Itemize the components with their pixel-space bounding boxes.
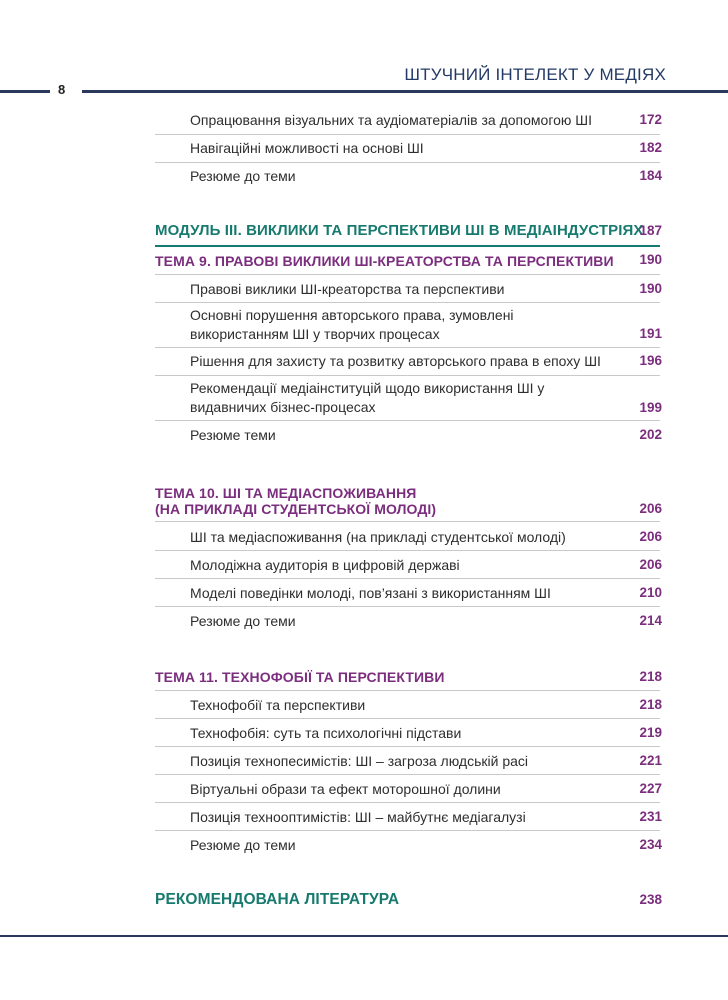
topic-heading-line2[interactable]: (НА ПРИКЛАДІ СТУДЕНТСЬКОЇ МОЛОДІ): [155, 501, 437, 517]
toc-entry-page: 190: [639, 281, 662, 296]
toc-entry[interactable]: [190, 780, 660, 799]
toc-entry-page: 196: [639, 353, 662, 368]
toc-entry-page: 202: [639, 427, 662, 442]
toc-entry[interactable]: [190, 836, 660, 855]
topic-page: 206: [639, 501, 662, 516]
toc-entry-title: Технофобії та перспективи: [190, 697, 366, 713]
toc-entry[interactable]: [190, 306, 660, 344]
toc-entry[interactable]: [190, 167, 660, 186]
topic-heading-line1[interactable]: ТЕМА 10. ШІ ТА МЕДІАСПОЖИВАННЯ: [155, 485, 417, 501]
divider: [155, 162, 660, 163]
module-page: 187: [639, 223, 662, 238]
toc-entry-title: Рішення для захисту та розвитку авторського права в епоху ШІ: [190, 353, 601, 369]
toc-entry-page: 214: [639, 613, 662, 628]
toc-entry[interactable]: [190, 584, 660, 603]
toc-entry-title: Резюме до теми: [190, 837, 296, 853]
topic-page: 190: [639, 252, 662, 267]
divider: [155, 830, 660, 831]
divider: [155, 375, 660, 376]
divider: [155, 718, 660, 719]
toc-entry[interactable]: [190, 556, 660, 575]
topic-heading[interactable]: ТЕМА 9. ПРАВОВІ ВИКЛИКИ ШІ-КРЕАТОРСТВА ТА ПЕРСПЕКТИВИ: [155, 253, 614, 269]
toc-entry-title: Навігаційні можливості на основі ШІ: [190, 140, 424, 156]
toc-entry-page: 231: [639, 809, 662, 824]
toc-entry[interactable]: [190, 352, 660, 371]
toc-entry-page: 199: [639, 400, 662, 415]
divider: [155, 550, 660, 551]
toc-entry-page: 172: [639, 112, 662, 127]
divider: [155, 690, 660, 691]
toc-entry-title: Рекомендації медіаінституцій щодо використання ШІ у видавничих бізнес-процесах: [190, 380, 545, 415]
toc-entry-title: Правові виклики ШІ-креаторства та перспективи: [190, 281, 505, 297]
toc-entry-title: ШІ та медіаспоживання (на прикладі студентської молоді): [190, 529, 566, 545]
module-rule: [155, 245, 660, 247]
toc-entry[interactable]: [190, 139, 660, 158]
divider: [155, 274, 660, 275]
page-number: 8: [58, 82, 66, 97]
toc-entry-page: 210: [639, 585, 662, 600]
toc-entry-title: Опрацювання візуальних та аудіоматеріалів за допомогою ШІ: [190, 112, 593, 128]
toc-entry-page: 227: [639, 781, 662, 796]
toc-entry-title: Основні порушення авторського права, зумовлені використанням ШІ у творчих процесах: [190, 307, 514, 342]
divider: [155, 578, 660, 579]
toc-entry-title: Резюме теми: [190, 427, 276, 443]
topic-page: 218: [639, 669, 662, 684]
footer-rule: [0, 935, 728, 937]
toc-entry-title: Резюме до теми: [190, 613, 296, 629]
toc-entry-title: Позиція технооптимістів: ШІ – майбутнє медіагалузі: [190, 809, 526, 825]
divider: [155, 347, 660, 348]
toc-entry-page: 221: [639, 753, 662, 768]
toc-entry-title: Технофобія: суть та психологічні підстави: [190, 725, 462, 741]
toc-entry-page: 206: [639, 557, 662, 572]
divider: [155, 774, 660, 775]
toc-entry-title: Позиція технопесимістів: ШІ – загроза людській расі: [190, 753, 529, 769]
toc-entry[interactable]: [190, 724, 660, 743]
toc-entry[interactable]: [190, 752, 660, 771]
literature-page: 238: [639, 892, 662, 907]
divider: [155, 134, 660, 135]
divider: [155, 802, 660, 803]
toc-entry[interactable]: [190, 696, 660, 715]
toc-entry-page: 184: [639, 168, 662, 183]
toc-entry-page: 182: [639, 140, 662, 155]
toc-entry[interactable]: [190, 612, 660, 631]
toc-entry-page: 218: [639, 697, 662, 712]
toc-entry[interactable]: [190, 528, 660, 547]
literature-heading[interactable]: РЕКОМЕНДОВАНА ЛІТЕРАТУРА: [155, 891, 400, 908]
module-heading[interactable]: МОДУЛЬ ІІІ. ВИКЛИКИ ТА ПЕРСПЕКТИВИ ШІ В МЕДІАІНДУСТРІЯХ: [155, 222, 644, 239]
divider: [155, 606, 660, 607]
toc-entry[interactable]: [190, 426, 660, 445]
divider: [155, 302, 660, 303]
toc-entry-page: 219: [639, 725, 662, 740]
toc-entry-title: Молодіжна аудиторія в цифровій державі: [190, 557, 460, 573]
header-rule-right: [82, 90, 728, 93]
divider: [155, 420, 660, 421]
header-rule-left: [0, 90, 50, 93]
topic-heading[interactable]: ТЕМА 11. ТЕХНОФОБІЇ ТА ПЕРСПЕКТИВИ: [155, 669, 445, 685]
toc-entry-page: 206: [639, 529, 662, 544]
toc-entry[interactable]: [190, 808, 660, 827]
running-header-title: ШТУЧНИЙ ІНТЕЛЕКТ У МЕДІЯХ: [404, 65, 666, 84]
divider: [155, 746, 660, 747]
toc-entry[interactable]: [190, 111, 660, 130]
toc-entry-title: Віртуальні образи та ефект моторошної долини: [190, 781, 501, 797]
toc-entry[interactable]: [190, 379, 660, 417]
toc-entry[interactable]: [190, 280, 660, 299]
toc-entry-title: Резюме до теми: [190, 168, 296, 184]
toc-entry-title: Моделі поведінки молоді, пов’язані з використанням ШІ: [190, 585, 551, 601]
toc-entry-page: 191: [639, 326, 662, 341]
toc-entry-page: 234: [639, 837, 662, 852]
divider: [155, 521, 660, 522]
